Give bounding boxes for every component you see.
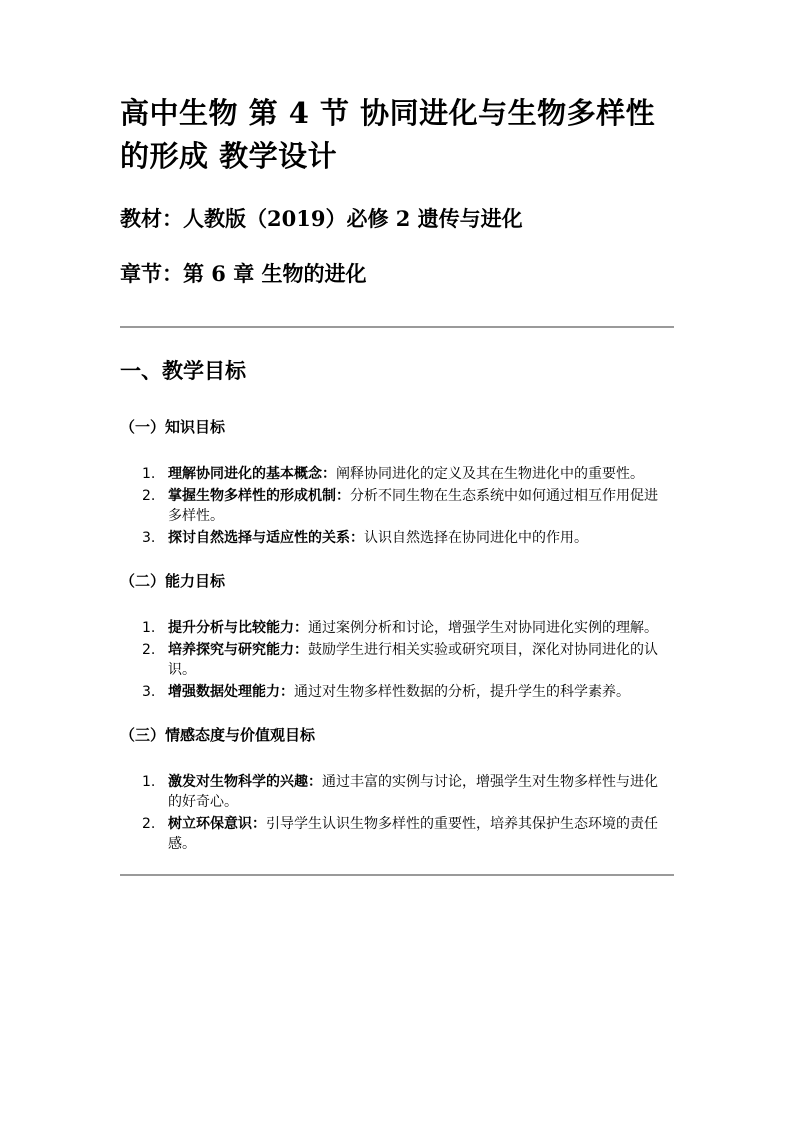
divider-bottom (120, 874, 674, 876)
document-title: 高中生物 第 4 节 协同进化与生物多样性的形成 教学设计 (120, 96, 656, 173)
knowledge-list (120, 464, 674, 548)
item-text: 引导学生认识生物多样性的重要性，培养其保护生态环境的责任感。 (168, 816, 658, 852)
ability-list (120, 618, 674, 702)
item-text: 认识自然选择在协同进化中的作用。 (364, 530, 588, 546)
chapter-line: 章节：第 6 章 生物的进化 (120, 261, 367, 286)
subsection-heading-knowledge: （一）知识目标 (120, 418, 226, 436)
item-number: 1. (142, 466, 156, 482)
section-heading-objectives: 一、教学目标 (120, 358, 246, 383)
subsection-heading-ability: （二）能力目标 (120, 572, 226, 590)
list-item (120, 528, 668, 548)
list-item (120, 464, 668, 484)
item-number: 2. (142, 642, 156, 658)
document-content (120, 92, 674, 876)
item-number: 3. (142, 530, 156, 546)
item-number: 2. (142, 816, 156, 832)
item-text: 通过对生物多样性数据的分析，提升学生的科学素养。 (294, 684, 630, 700)
values-list (120, 772, 674, 854)
item-number: 1. (142, 620, 156, 636)
item-text: 通过案例分析和讨论，增强学生对协同进化实例的理解。 (308, 620, 658, 636)
item-lead: 激发对生物科学的兴趣： (168, 774, 322, 790)
subsection-heading-values: （三）情感态度与价值观目标 (120, 726, 316, 744)
item-lead: 理解协同进化的基本概念： (168, 466, 336, 482)
item-text: 鼓励学生进行相关实验或研究项目，深化对协同进化的认识。 (168, 642, 658, 678)
list-item (120, 618, 668, 638)
list-item (120, 640, 668, 680)
item-number: 3. (142, 684, 156, 700)
item-lead: 探讨自然选择与适应性的关系： (168, 530, 364, 546)
item-text: 分析不同生物在生态系统中如何通过相互作用促进多样性。 (168, 488, 658, 524)
list-item (120, 486, 668, 526)
item-lead: 树立环保意识： (168, 816, 266, 832)
divider-top (120, 326, 674, 328)
item-lead: 提升分析与比较能力： (168, 620, 308, 636)
item-number: 1. (142, 774, 156, 790)
item-lead: 增强数据处理能力： (168, 684, 294, 700)
item-lead: 掌握生物多样性的形成机制： (168, 488, 350, 504)
item-text: 通过丰富的实例与讨论，增强学生对生物多样性与进化的好奇心。 (168, 774, 658, 810)
list-item (120, 814, 668, 854)
item-number: 2. (142, 488, 156, 504)
list-item (120, 682, 668, 702)
list-item (120, 772, 668, 812)
item-text: 阐释协同进化的定义及其在生物进化中的重要性。 (336, 466, 644, 482)
textbook-line: 教材：人教版（2019）必修 2 遗传与进化 (120, 206, 523, 231)
item-lead: 培养探究与研究能力： (168, 642, 308, 658)
